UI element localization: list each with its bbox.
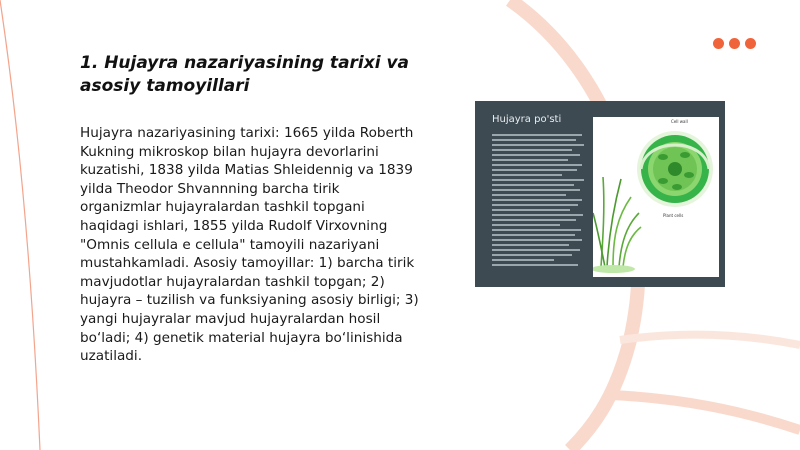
thumbnail-text-lines: [492, 134, 587, 274]
slide-body-text: Hujayra nazariyasining tarixi: 1665 yilda Roberth Kukning mikroskop bilan hujayra devorlarini kuzatishi, 1838 yilda Matias Shleidennig va 1839 yilda Theodor Shvannning barcha tirik organizmlar hujayralardan tashkil topgani haqidagi ishlari, 1855 yilda Rudolf Virxovning "Omnis cellula e cellula" tamoyili nazariyani mustahkamladi. Asosiy tamoyillar: 1) barcha tirik mavjudotlar hujayralardan tashkil topgan; 2) hujayra – tuzilish va funksiyaning asosiy birligi; 3) yangi hujayralar mavjud hujayralardan hosil bo‘ladi; 4) genetik material hujayra bo‘linishida uzatiladi.: [80, 125, 419, 365]
plant-cells-label: Plant cells: [663, 213, 684, 218]
plant-cell-icon: [593, 117, 719, 277]
plant-cell-illustration: [593, 117, 719, 277]
slide-title: 1. Hujayra nazariyasining tarixi va asosiy tamoyillari: [80, 53, 410, 96]
dots-icon: [713, 38, 756, 49]
thumbnail-title: Hujayra po'sti: [492, 114, 562, 125]
cell-wall-slide-thumbnail: [475, 101, 725, 287]
dot: [729, 38, 740, 49]
decorative-line: [0, 0, 40, 450]
dot: [745, 38, 756, 49]
cell-wall-label: Cell wall: [671, 119, 688, 124]
dot: [713, 38, 724, 49]
